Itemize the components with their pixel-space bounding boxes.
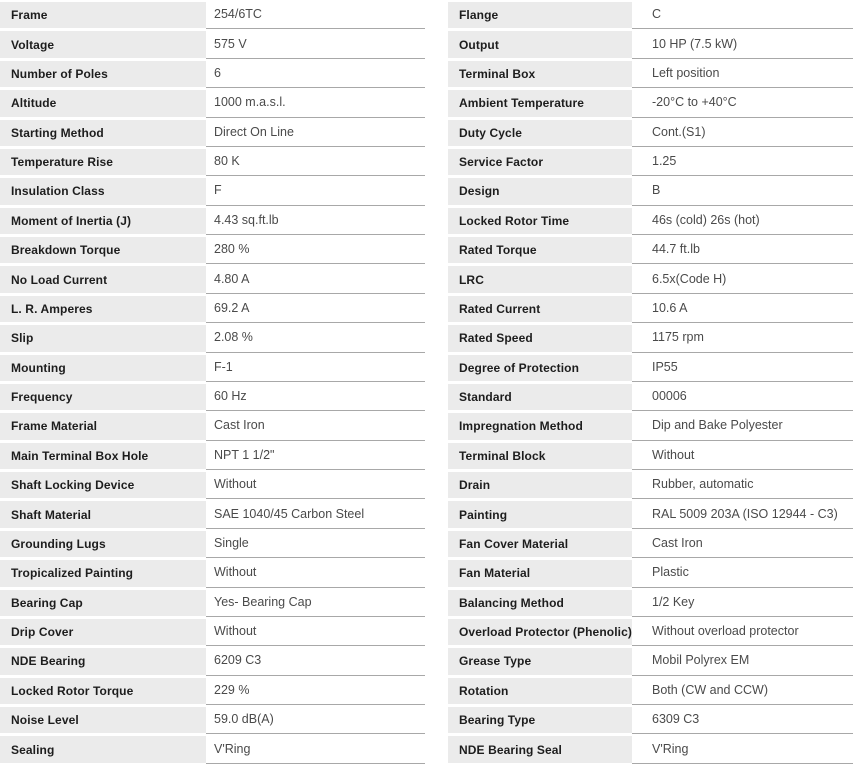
spec-label: Frame Material xyxy=(0,413,206,439)
spec-value: Without xyxy=(632,441,853,470)
spec-label: Shaft Material xyxy=(0,501,206,527)
spec-label: Mounting xyxy=(0,355,206,381)
spec-label: Frequency xyxy=(0,384,206,410)
spec-row xyxy=(448,382,855,411)
spec-row xyxy=(448,588,855,617)
spec-label: Drain xyxy=(448,472,632,498)
spec-label: Insulation Class xyxy=(0,178,206,204)
spec-value: IP55 xyxy=(632,353,853,382)
spec-row xyxy=(448,499,855,528)
spec-row xyxy=(0,617,427,646)
spec-value: 69.2 A xyxy=(206,294,425,323)
spec-label: Bearing Type xyxy=(448,707,632,733)
spec-row xyxy=(0,676,427,705)
spec-row xyxy=(0,264,427,293)
spec-label: Rated Speed xyxy=(448,325,632,351)
spec-value: 280 % xyxy=(206,235,425,264)
spec-value: 44.7 ft.lb xyxy=(632,235,853,264)
spec-label: Rated Current xyxy=(448,296,632,322)
spec-row xyxy=(0,147,427,176)
spec-label: Rotation xyxy=(448,678,632,704)
spec-value: 10 HP (7.5 kW) xyxy=(632,29,853,58)
spec-value: 1.25 xyxy=(632,147,853,176)
spec-value: Mobil Polyrex EM xyxy=(632,646,853,675)
spec-value: Direct On Line xyxy=(206,118,425,147)
spec-value: F-1 xyxy=(206,353,425,382)
spec-label: Sealing xyxy=(0,736,206,762)
spec-label: LRC xyxy=(448,266,632,292)
spec-label: Drip Cover xyxy=(0,619,206,645)
spec-row xyxy=(0,294,427,323)
spec-row xyxy=(448,705,855,734)
spec-label: Moment of Inertia (J) xyxy=(0,208,206,234)
spec-label: Bearing Cap xyxy=(0,590,206,616)
spec-row xyxy=(448,441,855,470)
spec-row xyxy=(0,499,427,528)
spec-value: 6209 C3 xyxy=(206,646,425,675)
spec-value: 1175 rpm xyxy=(632,323,853,352)
spec-row xyxy=(0,88,427,117)
spec-value: 6309 C3 xyxy=(632,705,853,734)
spec-value: Cont.(S1) xyxy=(632,118,853,147)
spec-label: Terminal Box xyxy=(448,61,632,87)
spec-value: Cast Iron xyxy=(632,529,853,558)
spec-label: Overload Protector (Phenolic) xyxy=(448,619,632,645)
spec-value: Single xyxy=(206,529,425,558)
spec-row xyxy=(0,705,427,734)
spec-label: Main Terminal Box Hole xyxy=(0,443,206,469)
spec-label: NDE Bearing Seal xyxy=(448,736,632,762)
spec-row xyxy=(0,235,427,264)
spec-row xyxy=(448,646,855,675)
spec-row xyxy=(448,676,855,705)
spec-row xyxy=(0,382,427,411)
spec-label: Standard xyxy=(448,384,632,410)
spec-label: Service Factor xyxy=(448,149,632,175)
spec-value: C xyxy=(632,0,853,29)
spec-row xyxy=(0,734,427,763)
spec-label: Balancing Method xyxy=(448,590,632,616)
spec-value: 80 K xyxy=(206,147,425,176)
spec-value: Left position xyxy=(632,59,853,88)
spec-row xyxy=(448,88,855,117)
spec-row xyxy=(0,558,427,587)
spec-label: Design xyxy=(448,178,632,204)
spec-label: Locked Rotor Torque xyxy=(0,678,206,704)
spec-value: 4.43 sq.ft.lb xyxy=(206,206,425,235)
spec-row xyxy=(448,529,855,558)
spec-value: 6 xyxy=(206,59,425,88)
spec-row xyxy=(0,441,427,470)
spec-label: NDE Bearing xyxy=(0,648,206,674)
spec-value: Without xyxy=(206,617,425,646)
spec-row xyxy=(0,411,427,440)
spec-value: 575 V xyxy=(206,29,425,58)
spec-row xyxy=(0,59,427,88)
spec-row xyxy=(448,29,855,58)
spec-value: F xyxy=(206,176,425,205)
spec-label: L. R. Amperes xyxy=(0,296,206,322)
spec-value: 6.5x(Code H) xyxy=(632,264,853,293)
spec-label: Ambient Temperature xyxy=(448,90,632,116)
spec-label: Output xyxy=(448,31,632,57)
spec-label: Grease Type xyxy=(448,648,632,674)
spec-value: Without overload protector xyxy=(632,617,853,646)
spec-label: Fan Cover Material xyxy=(448,531,632,557)
spec-row xyxy=(448,206,855,235)
spec-value: Yes- Bearing Cap xyxy=(206,588,425,617)
spec-row xyxy=(0,646,427,675)
spec-row xyxy=(448,323,855,352)
spec-value: RAL 5009 203A (ISO 12944 - C3) xyxy=(632,499,853,528)
spec-row xyxy=(448,0,855,29)
spec-table-left xyxy=(0,0,427,764)
spec-row xyxy=(448,353,855,382)
spec-row xyxy=(0,206,427,235)
spec-row xyxy=(0,353,427,382)
spec-label: Grounding Lugs xyxy=(0,531,206,557)
spec-row xyxy=(0,0,427,29)
spec-label: Impregnation Method xyxy=(448,413,632,439)
spec-label: Starting Method xyxy=(0,120,206,146)
spec-value: Plastic xyxy=(632,558,853,587)
spec-value: Without xyxy=(206,470,425,499)
spec-value: B xyxy=(632,176,853,205)
spec-label: Number of Poles xyxy=(0,61,206,87)
spec-label: Duty Cycle xyxy=(448,120,632,146)
spec-value: 60 Hz xyxy=(206,382,425,411)
spec-value: Rubber, automatic xyxy=(632,470,853,499)
spec-row xyxy=(0,176,427,205)
spec-value: 1/2 Key xyxy=(632,588,853,617)
spec-value: V'Ring xyxy=(632,734,853,763)
spec-value: 59.0 dB(A) xyxy=(206,705,425,734)
spec-row xyxy=(448,59,855,88)
spec-row xyxy=(448,470,855,499)
spec-value: 46s (cold) 26s (hot) xyxy=(632,206,853,235)
spec-row xyxy=(0,118,427,147)
spec-value: 10.6 A xyxy=(632,294,853,323)
spec-row xyxy=(448,617,855,646)
spec-value: -20°C to +40°C xyxy=(632,88,853,117)
spec-value: V'Ring xyxy=(206,734,425,763)
spec-row xyxy=(0,29,427,58)
spec-label: Voltage xyxy=(0,31,206,57)
spec-value: Without xyxy=(206,558,425,587)
spec-row xyxy=(448,147,855,176)
spec-value: NPT 1 1/2" xyxy=(206,441,425,470)
spec-value: 254/6TC xyxy=(206,0,425,29)
spec-label: Painting xyxy=(448,501,632,527)
spec-row xyxy=(0,588,427,617)
spec-label: Shaft Locking Device xyxy=(0,472,206,498)
spec-label: Degree of Protection xyxy=(448,355,632,381)
spec-row xyxy=(448,264,855,293)
spec-label: Flange xyxy=(448,2,632,28)
spec-row xyxy=(448,294,855,323)
spec-label: Breakdown Torque xyxy=(0,237,206,263)
spec-table-right xyxy=(448,0,855,764)
spec-row xyxy=(448,734,855,763)
spec-label: Slip xyxy=(0,325,206,351)
spec-label: Terminal Block xyxy=(448,443,632,469)
spec-value: 1000 m.a.s.l. xyxy=(206,88,425,117)
spec-value: 2.08 % xyxy=(206,323,425,352)
spec-label: Locked Rotor Time xyxy=(448,208,632,234)
spec-value: SAE 1040/45 Carbon Steel xyxy=(206,499,425,528)
spec-label: Tropicalized Painting xyxy=(0,560,206,586)
spec-value: Both (CW and CCW) xyxy=(632,676,853,705)
spec-row xyxy=(448,118,855,147)
spec-label: Noise Level xyxy=(0,707,206,733)
spec-label: Altitude xyxy=(0,90,206,116)
spec-value: 4.80 A xyxy=(206,264,425,293)
spec-row xyxy=(448,558,855,587)
spec-label: No Load Current xyxy=(0,266,206,292)
spec-value: 00006 xyxy=(632,382,853,411)
spec-label: Rated Torque xyxy=(448,237,632,263)
spec-row xyxy=(448,235,855,264)
spec-row xyxy=(448,176,855,205)
spec-row xyxy=(0,323,427,352)
spec-row xyxy=(0,470,427,499)
spec-label: Frame xyxy=(0,2,206,28)
spec-value: Cast Iron xyxy=(206,411,425,440)
spec-row xyxy=(448,411,855,440)
spec-value: 229 % xyxy=(206,676,425,705)
spec-value: Dip and Bake Polyester xyxy=(632,411,853,440)
spec-label: Fan Material xyxy=(448,560,632,586)
spec-label: Temperature Rise xyxy=(0,149,206,175)
spec-row xyxy=(0,529,427,558)
